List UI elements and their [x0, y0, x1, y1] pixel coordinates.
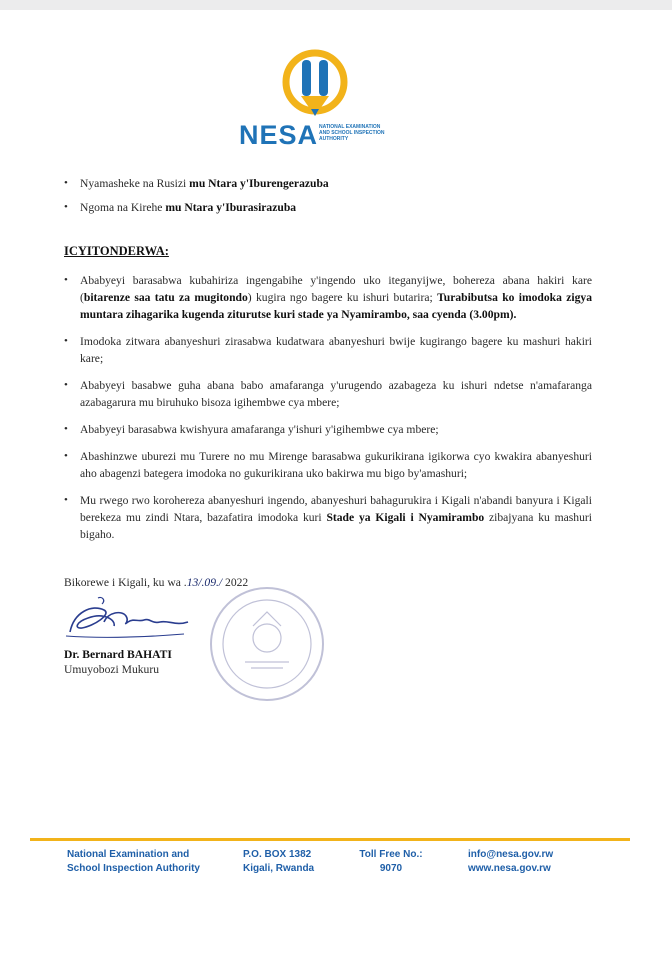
- footer-tollfree: Toll Free No.: 9070: [359, 849, 423, 874]
- note-item: • Imodoka zitwara abanyeshuri zirasabwa kudatwara abanyeshuri bwije kugirango bagere ku mashuri hakiri kare;: [64, 333, 592, 367]
- list-item: • Nyamasheke na Rusizi mu Ntara y'Iburengerazuba: [64, 175, 592, 192]
- handwritten-date: 13/.09./: [186, 576, 223, 589]
- notes-heading: ICYITONDERWA:: [64, 244, 169, 258]
- document-page: [0, 10, 672, 978]
- footer-contact: info@nesa.gov.rw www.nesa.gov.rw: [468, 849, 554, 874]
- signature-image: [64, 592, 194, 642]
- logo-tagline: NATIONAL EXAMINATION AND SCHOOL INSPECTION AUTHORITY: [319, 124, 385, 142]
- official-stamp-image: [205, 582, 329, 706]
- note-item: • Abashinzwe uburezi mu Turere no mu Mirenge barasabwa gukurikirana igikorwa cyo kwakira abanyeshuri aho abagenzi bategera imodoka no gukurikirana uko bakirwa mu bigo by'amashuri;: [64, 448, 592, 482]
- signed-line: Bikorewe i Kigali, ku wa .13/.09./ 2022: [64, 576, 249, 589]
- list-item: • Ngoma na Kirehe mu Ntara y'Iburasirazuba: [64, 199, 592, 216]
- note-item: • Ababyeyi basabwe guha abana babo amafaranga y'urugendo azabageza ku ishuri ndetse n'amafaranga azabagarura mu biruhuko bisoza igihembwe cya mbere;: [64, 377, 592, 411]
- footer-address: P.O. BOX 1382 Kigali, Rwanda: [243, 849, 315, 874]
- note-item: • Ababyeyi barasabwa kwishyura amafaranga y'ishuri y'igihembwe cya mbere;: [64, 421, 592, 438]
- notes-list: [64, 272, 592, 553]
- note-item: • Mu rwego rwo korohereza abanyeshuri ingendo, abanyeshuri bahagurukira i Kigali n'abandi banyura i Kigali berekeza mu zindi Ntara, bazafatira imodoka kuri Stade ya Kigali i Nyamirambo zibajyana ku mashuri bigaho.: [64, 492, 592, 543]
- locations-list: [64, 175, 592, 223]
- logo-wordmark: NESA: [239, 120, 319, 150]
- footer-organization: National Examination and School Inspection Authority: [67, 849, 200, 874]
- signer-title: Umuyobozi Mukuru: [64, 663, 159, 676]
- top-strip: [0, 0, 672, 10]
- footer-divider: [30, 838, 630, 841]
- signer-name: Dr. Bernard BAHATI: [64, 648, 172, 661]
- note-item: • Ababyeyi barasabwa kubahiriza ingengabihe y'ingendo uko iteganyijwe, bohereza abana hakiri kare (bitarenze saa tatu za mugitondo) kugira ngo bagere ku ishuri butarira; Turabibutsa ko imodoka zigya muntara zihagarika kugenda ziturutse kuri stade ya Nyamirambo, saa cyenda (3.00pm).: [64, 272, 592, 323]
- nesa-logo: [239, 48, 409, 158]
